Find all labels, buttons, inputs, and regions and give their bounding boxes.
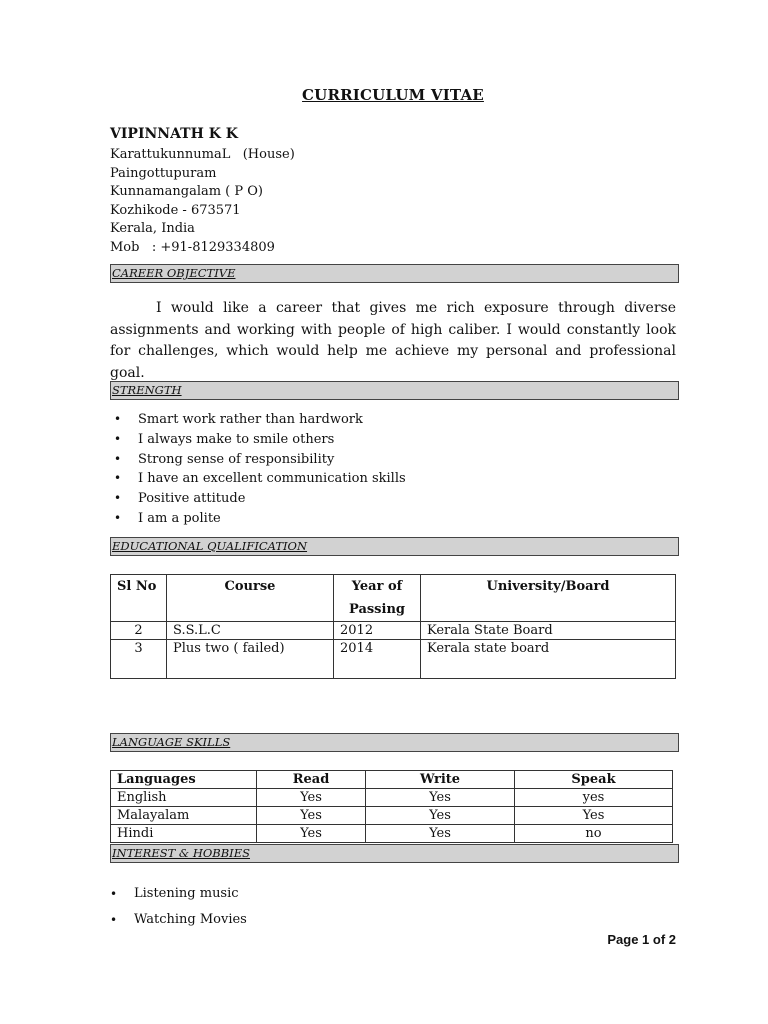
table-cell: Plus two ( failed)	[167, 640, 334, 679]
list-item: • Smart work rather than hardwork	[110, 410, 406, 430]
column-header: Languages	[111, 771, 257, 789]
table-cell: Malayalam	[111, 807, 257, 825]
list-item: • Strong sense of responsibility	[110, 450, 406, 470]
table-cell: 2014	[334, 640, 421, 679]
address-line: Paingottupuram	[110, 165, 217, 181]
section-header-interest-hobbies: INTEREST & HOBBIES	[110, 844, 679, 863]
table-cell: yes	[515, 789, 673, 807]
candidate-name: VIPINNATH K K	[110, 126, 238, 142]
address-line: Kunnamangalam ( P O)	[110, 184, 263, 200]
list-item: • Positive attitude	[110, 489, 406, 509]
address-line: Mob : +91-8129334809	[110, 239, 275, 255]
career-objective-text: I would like a career that gives me rich exposure through diverse assignments and working with people of high caliber. I would constantly look for challenges, which would help me achieve my personal and professional goal.	[110, 300, 676, 381]
table-cell: Kerala state board	[421, 640, 676, 679]
section-header-strength: STRENGTH	[110, 381, 679, 400]
address-block	[110, 146, 295, 258]
education-table	[110, 574, 676, 679]
table-row	[111, 789, 673, 807]
list-item: • Watching Movies	[106, 907, 247, 933]
table-header-row	[111, 575, 676, 622]
table-cell: Hindi	[111, 825, 257, 843]
column-header: Write	[366, 771, 515, 789]
column-header: University/Board	[421, 575, 676, 622]
table-cell: 2	[111, 622, 167, 640]
table-cell: Yes	[257, 825, 366, 843]
section-header-career-objective: CAREER OBJECTIVE	[110, 264, 679, 283]
list-item: • I am a polite	[110, 509, 406, 529]
table-header-row	[111, 771, 673, 789]
table-cell: English	[111, 789, 257, 807]
section-header-language-skills: LANGUAGE SKILLS	[110, 733, 679, 752]
table-row	[111, 622, 676, 640]
address-line: Kerala, India	[110, 221, 195, 237]
table-row	[111, 807, 673, 825]
section-header-education: EDUCATIONAL QUALIFICATION	[110, 537, 679, 556]
table-cell: 2012	[334, 622, 421, 640]
hobbies-list	[106, 881, 247, 933]
table-cell: Yes	[366, 789, 515, 807]
column-header: Course	[167, 575, 334, 622]
table-cell: Yes	[366, 807, 515, 825]
table-cell: no	[515, 825, 673, 843]
strength-list	[110, 410, 406, 529]
table-cell: Yes	[366, 825, 515, 843]
table-cell: Yes	[515, 807, 673, 825]
table-cell: S.S.L.C	[167, 622, 334, 640]
page-number: Page 1 of 2	[607, 932, 676, 947]
column-header: Speak	[515, 771, 673, 789]
table-row	[111, 640, 676, 679]
table-cell: Yes	[257, 789, 366, 807]
column-header: Year of Passing	[334, 575, 421, 622]
table-cell: 3	[111, 640, 167, 679]
document-title: CURRICULUM VITAE	[302, 86, 484, 104]
column-header: Sl No	[111, 575, 167, 622]
table-cell: Kerala State Board	[421, 622, 676, 640]
list-item: • I always make to smile others	[110, 430, 406, 450]
list-item: • Listening music	[106, 881, 247, 907]
address-line: KarattukunnumaL (House)	[110, 147, 295, 162]
list-item: • I have an excellent communication skills	[110, 469, 406, 489]
address-line: Kozhikode - 673571	[110, 202, 241, 218]
column-header: Read	[257, 771, 366, 789]
table-row	[111, 825, 673, 843]
language-table	[110, 770, 673, 843]
table-cell: Yes	[257, 807, 366, 825]
